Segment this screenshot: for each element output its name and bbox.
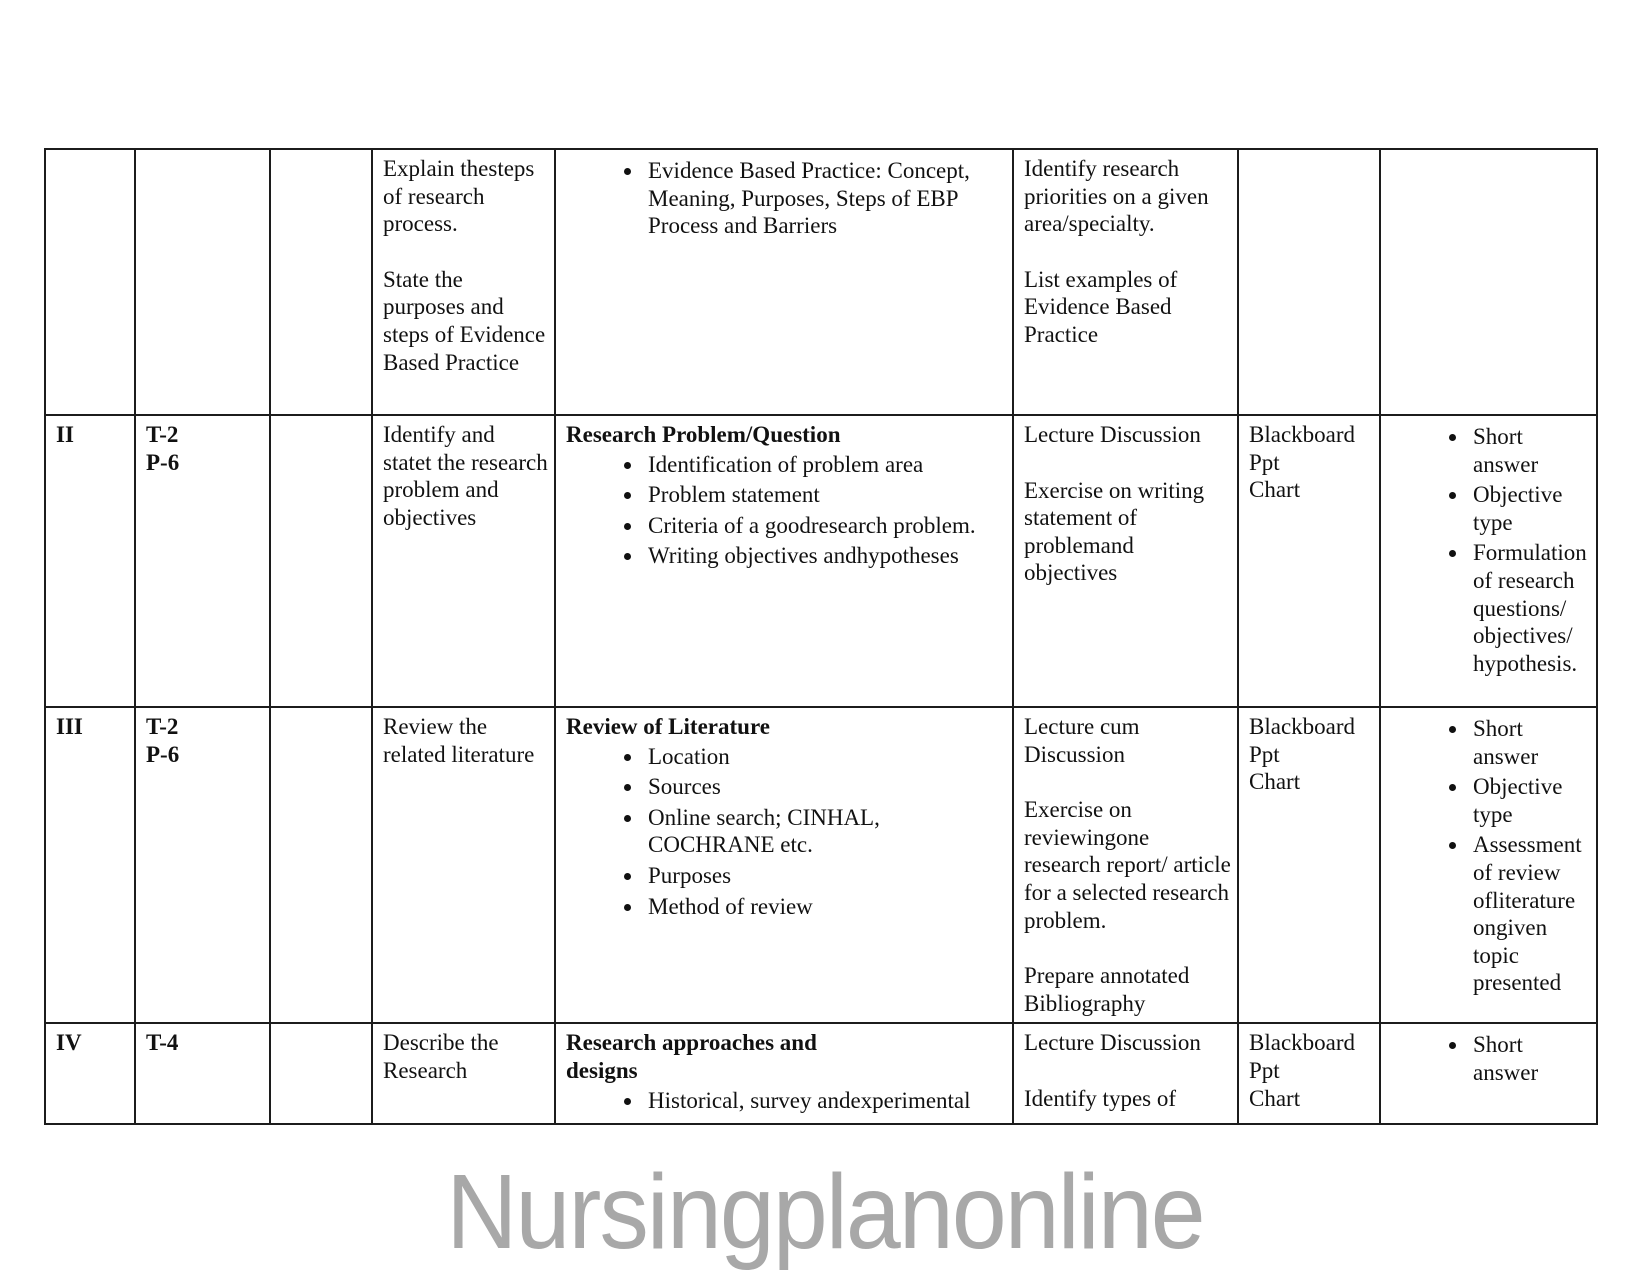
- assessment-bullet-list: [1391, 423, 1590, 677]
- content-cell: [555, 415, 1013, 707]
- content-heading: [566, 713, 1006, 741]
- objective-paragraph: Describe the Research: [383, 1030, 499, 1083]
- objectives-cell: [372, 415, 555, 707]
- content-heading-line: designs: [566, 1057, 638, 1083]
- assessment-bullet-item: • Short answer: [1469, 1031, 1590, 1086]
- objective-paragraph: Review the related literature: [383, 714, 535, 767]
- hours-line: T-2: [146, 422, 179, 447]
- content-bullet-item: • Writing objectives andhypotheses: [644, 542, 1006, 570]
- teaching-paragraph: Identify research priorities on a given area/specialty.: [1024, 156, 1209, 237]
- objective-paragraph: Explain thesteps of research process.: [383, 156, 535, 237]
- teaching-cell: [1013, 1023, 1238, 1124]
- content-heading: [566, 1029, 1006, 1084]
- spacer-cell: [270, 415, 372, 707]
- hours-cell: [135, 1023, 270, 1124]
- content-bullet-item: • Method of review: [644, 893, 1006, 921]
- av-aids-cell: [1238, 707, 1380, 1023]
- av-aid-line: Blackboard: [1249, 714, 1356, 739]
- content-heading: [566, 421, 1006, 449]
- content-heading-line: Review of Literature: [566, 714, 770, 739]
- content-heading-line: Research approaches and: [566, 1030, 817, 1056]
- spacer-cell: [270, 149, 372, 415]
- teaching-cell: [1013, 707, 1238, 1023]
- content-bullet-list: [566, 743, 1006, 921]
- table-row: [45, 149, 1597, 415]
- content-bullet-item: • Identification of problem area: [644, 451, 1006, 479]
- content-bullet-item: • Criteria of a goodresearch problem.: [644, 512, 1006, 540]
- table-row: [45, 415, 1597, 707]
- assessment-bullet-item: • Objective type: [1469, 773, 1590, 828]
- av-aid-line: Ppt: [1249, 1057, 1280, 1083]
- av-aid-line: Chart: [1249, 477, 1301, 503]
- table-row: [45, 1023, 1597, 1124]
- assessment-bullet-list: [1391, 715, 1590, 997]
- av-aids-cell: [1238, 1023, 1380, 1124]
- teaching-cell: [1013, 415, 1238, 707]
- assessment-bullet-item: • Assessment of review ofliterature ongiven topic presented: [1469, 831, 1590, 997]
- av-aid-line: Ppt: [1249, 449, 1280, 475]
- objectives-cell: [372, 707, 555, 1023]
- curriculum-table-body: [45, 149, 1597, 1124]
- teaching-cell: [1013, 149, 1238, 415]
- hours-cell: [135, 149, 270, 415]
- av-aid-line: Ppt: [1249, 741, 1280, 767]
- teaching-paragraph: Identify types of: [1024, 1085, 1177, 1111]
- content-bullet-item: • Online search; CINHAL, COCHRANE etc.: [644, 804, 1006, 859]
- content-bullet-item: • Location: [644, 743, 1006, 771]
- objectives-cell: [372, 1023, 555, 1124]
- assessment-bullet-item: • Short answer: [1469, 423, 1590, 478]
- assessment-cell: [1380, 1023, 1597, 1124]
- teaching-paragraph: Exercise on writing statement of problemand objectives: [1024, 477, 1205, 586]
- hours-cell: [135, 707, 270, 1023]
- watermark: Nursingplanonline: [446, 1153, 1204, 1271]
- assessment-bullet-list: [1391, 1031, 1590, 1086]
- teaching-paragraph: Lecture cum Discussion: [1024, 714, 1140, 767]
- content-bullet-item: • Purposes: [644, 862, 1006, 890]
- curriculum-table: [44, 148, 1598, 1125]
- teaching-paragraph: Exercise on reviewingone research report/ article for a selected research problem.: [1024, 797, 1231, 933]
- av-aid-line: Chart: [1249, 769, 1301, 795]
- content-cell: [555, 149, 1013, 415]
- hours-cell: [135, 415, 270, 707]
- av-aids-cell: [1238, 149, 1380, 415]
- teaching-paragraph: List examples of Evidence Based Practice: [1024, 266, 1178, 347]
- spacer-cell: [270, 707, 372, 1023]
- assessment-bullet-item: • Formulation of research questions/ objectives/ hypothesis.: [1469, 539, 1590, 677]
- objective-paragraph: Identify and statet the research problem and objectives: [383, 422, 548, 530]
- hours-line: P-6: [146, 741, 180, 767]
- av-aid-line: Chart: [1249, 1085, 1301, 1111]
- content-heading-line: Research Problem/Question: [566, 422, 841, 447]
- content-bullet-list: [566, 157, 1006, 240]
- assessment-bullet-item: • Short answer: [1469, 715, 1590, 770]
- objective-paragraph: State the purposes and steps of Evidence Based Practice: [383, 266, 546, 375]
- assessment-bullet-item: • Objective type: [1469, 481, 1590, 536]
- hours-line: T-4: [146, 1030, 179, 1056]
- av-aids-cell: [1238, 415, 1380, 707]
- av-aid-line: Blackboard: [1249, 422, 1356, 447]
- av-aid-line: Blackboard: [1249, 1030, 1356, 1056]
- hours-line: P-6: [146, 449, 180, 475]
- content-bullet-item: • Problem statement: [644, 481, 1006, 509]
- content-bullet-item: • Historical, survey andexperimental: [644, 1087, 1006, 1115]
- teaching-paragraph: Lecture Discussion: [1024, 1030, 1201, 1056]
- content-bullet-item: • Evidence Based Practice: Concept, Meaning, Purposes, Steps of EBP Process and Barriers: [644, 157, 1006, 240]
- spacer-cell: [270, 1023, 372, 1124]
- objectives-cell: [372, 149, 555, 415]
- teaching-paragraph: Prepare annotated Bibliography: [1024, 963, 1190, 1016]
- assessment-cell: [1380, 707, 1597, 1023]
- unit-cell: III: [45, 707, 135, 1023]
- content-bullet-list: [566, 1087, 1006, 1115]
- unit-cell: IV: [45, 1023, 135, 1124]
- assessment-cell: [1380, 415, 1597, 707]
- content-bullet-item: • Sources: [644, 773, 1006, 801]
- unit-cell: [45, 149, 135, 415]
- content-bullet-list: [566, 451, 1006, 570]
- assessment-cell: [1380, 149, 1597, 415]
- teaching-paragraph: Lecture Discussion: [1024, 422, 1201, 447]
- table-row: [45, 707, 1597, 1023]
- unit-cell: II: [45, 415, 135, 707]
- content-cell: [555, 707, 1013, 1023]
- hours-line: T-2: [146, 714, 179, 739]
- content-cell: [555, 1023, 1013, 1124]
